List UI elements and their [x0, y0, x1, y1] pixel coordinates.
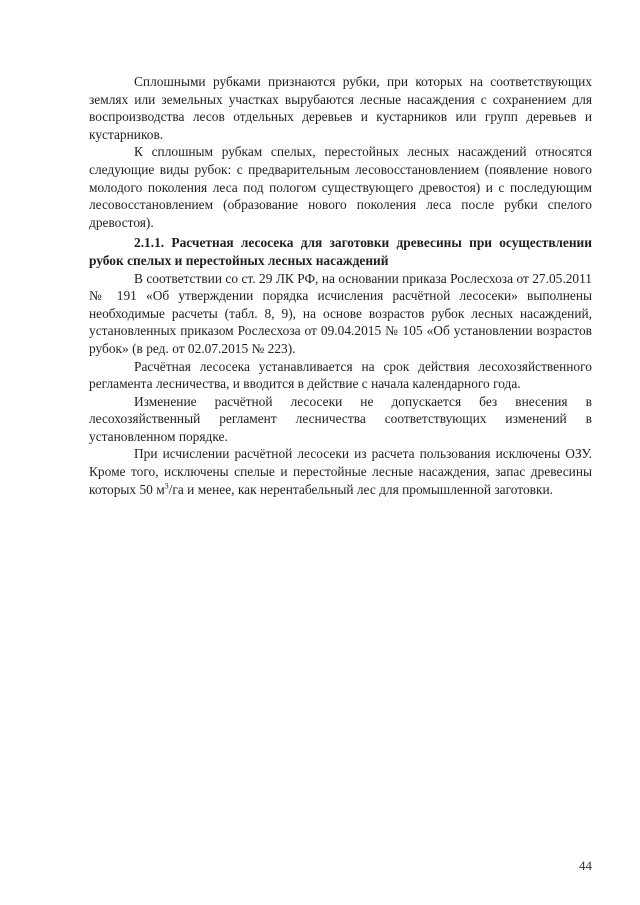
paragraph-clear-cutting-definition: Сплошными рубками признаются рубки, при которых на соответствующих землях или земельных участках вырубаются лесные насаждения с сохранением для воспроизводства лесов отдельных деревьев и кустарников или групп деревьев и кустарников.	[89, 74, 592, 142]
paragraph-validity-period: Расчётная лесосека устанавливается на срок действия лесохозяйственного регламента лесничества, и вводится в действие с начала календарного года.	[89, 358, 592, 392]
paragraph-clear-cutting-types: К сплошным рубкам спелых, перестойных лесных насаждений относятся следующие виды рубок: с предварительным лесовосстановлением (появление нового молодого поколения леса под пологом существующего древостоя) и с последующим лесовосстановлением (образование нового поколения леса после рубки спелого древостоя).	[89, 144, 592, 230]
paragraph-change-procedure: Изменение расчётной лесосеки не допускается без внесения в лесохозяйственный регламент лесничества соответствующих изменений в установленном порядке.	[89, 393, 592, 444]
paragraph-exclusions	[89, 445, 592, 498]
cubic-superscript: 3	[164, 481, 169, 491]
section-heading: 2.1.1. Расчетная лесосека для заготовки древесины при осуществлении рубок спелых и перестойных лесных насаждений	[89, 235, 592, 268]
exclusions-text-end: /га и менее, как нерентабельный лес для промышленной заготовки.	[168, 481, 553, 497]
page-number: 44	[579, 858, 592, 873]
paragraph-calculation-basis: В соответствии со ст. 29 ЛК РФ, на основании приказа Рослесхоза от 27.05.2011 № 191 «Об утверждении порядка исчисления расчётной лесосеки» выполнены необходимые расчеты (табл. 8, 9), на основе возрастов рубок лесных насаждений, установленных приказом Рослесхоза от 09.04.2015 № 105 «Об установлении возрастов рубок» (в ред. от 02.07.2015 № 223).	[89, 270, 592, 356]
document-body	[89, 73, 592, 498]
exclusions-text-start: При исчислении расчётной лесосеки из расчета пользования исключены ОЗУ. Кроме того, исключены спелые и перестойные лесные насаждения, запас древесины которых 50 м	[89, 446, 592, 497]
